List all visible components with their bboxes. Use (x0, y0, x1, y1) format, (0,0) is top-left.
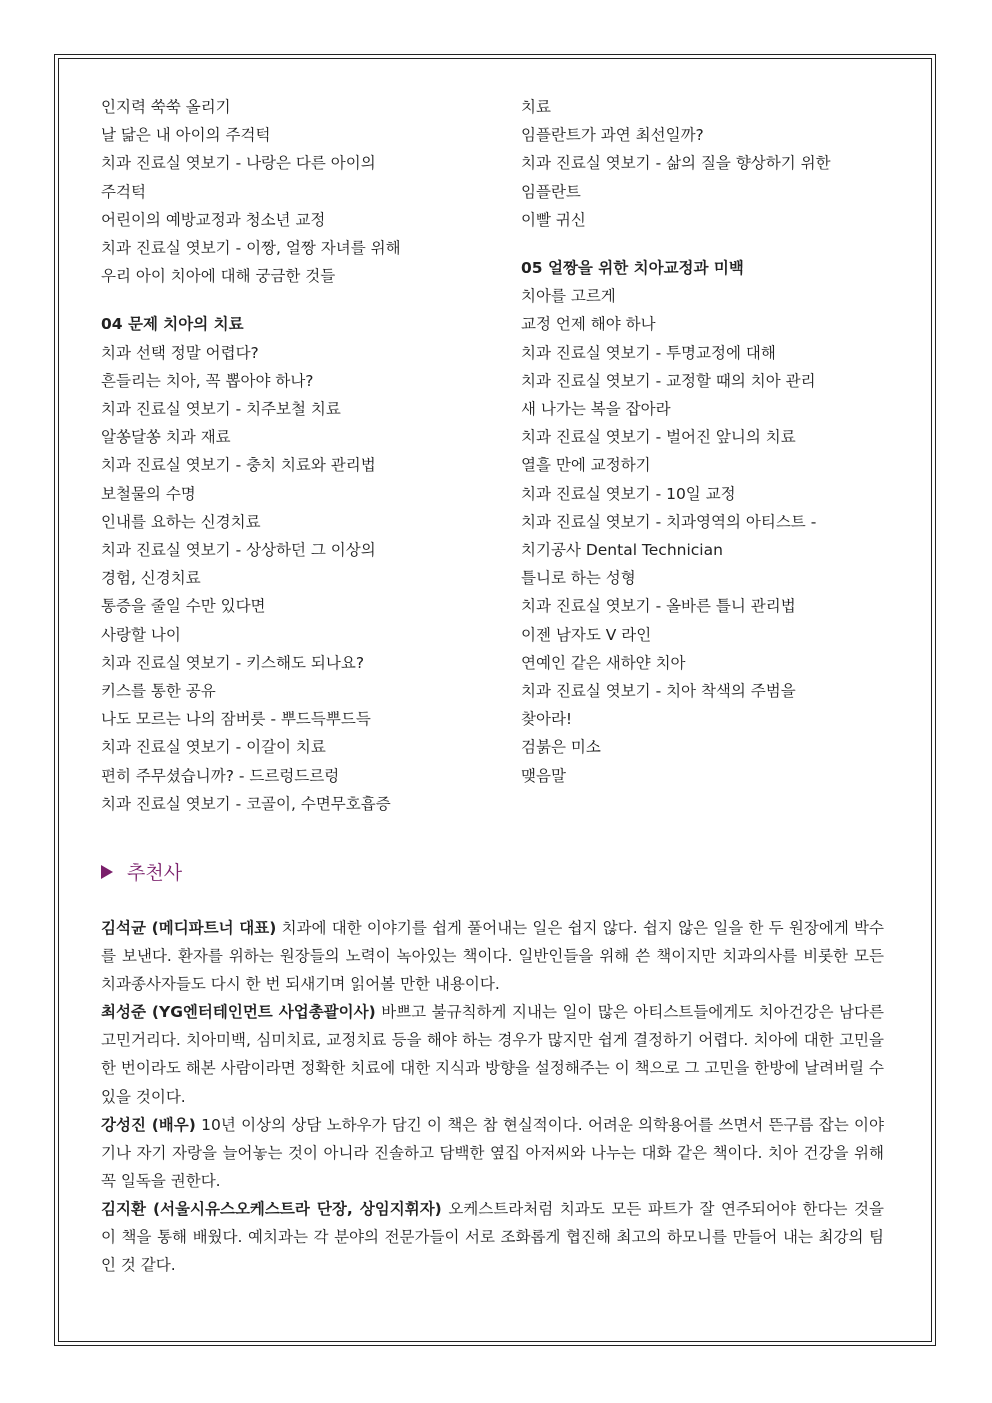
toc-entry: 치과 진료실 엿보기 - 이갈이 치료 (101, 738, 326, 757)
recommendation-entry (101, 1195, 884, 1279)
toc-entry: 연예인 같은 새하얀 치아 (521, 653, 686, 672)
toc-entry: 열흘 만에 교정하기 (521, 456, 651, 475)
toc-entry: 보철물의 수명 (101, 484, 196, 503)
toc-entry: 우리 아이 치아에 대해 궁금한 것들 (101, 267, 336, 286)
toc-entry: 인지력 쑥쑥 올리기 (101, 98, 231, 116)
toc-entry: 어린이의 예방교정과 청소년 교정 (101, 210, 326, 229)
section-title: 추천사 (127, 862, 183, 884)
toc-entry: 치과 진료실 엿보기 - 치주보철 치료 (101, 400, 341, 419)
toc-entry: 치료 (521, 98, 551, 116)
toc-entry: 임플란트 (521, 182, 581, 201)
toc-entry: 알쏭달쏭 치과 재료 (101, 428, 231, 447)
toc-right-column (521, 93, 891, 790)
toc-entry: 경험, 신경치료 (101, 569, 201, 588)
recommendation-section-heading (101, 858, 182, 885)
toc-entry: 치과 진료실 엿보기 - 충치 치료와 관리법 (101, 456, 376, 475)
toc-entry: 치과 진료실 엿보기 - 상상하던 그 이상의 (101, 541, 376, 560)
toc-entry: 치과 진료실 엿보기 - 치아 착색의 주범을 (521, 682, 796, 701)
toc-entry: 날 닮은 내 아이의 주걱턱 (101, 126, 271, 145)
toc-entry: 찾아라! (521, 710, 573, 729)
toc-entry: 치과 진료실 엿보기 - 이짱, 얼짱 자녀를 위해 (101, 239, 401, 258)
toc-entry: 치아를 고르게 (521, 287, 616, 306)
toc-left-column (101, 93, 501, 818)
recommendation-text: 치과에 대한 이야기를 쉽게 풀어내는 일은 쉽지 않다. 쉽지 않은 일을 한 두 원장에게 박수를 보낸다. 환자를 위하는 원장들의 노력이 녹아있는 책이다. 일반인들을 위해 쓴 책이지만 치과의사를 비롯한 모든 치과종사자들도 다시 한 번 되새기며 읽어볼 만한 내용이다. (101, 919, 884, 994)
recommendation-entry (101, 1111, 884, 1195)
chapter-heading: 04 문제 치아의 치료 (101, 315, 244, 334)
toc-entry: 치과 선택 정말 어렵다? (101, 343, 259, 362)
toc-entry: 사랑할 나이 (101, 625, 181, 644)
toc-entry: 치과 진료실 엿보기 - 삶의 질을 향상하기 위한 (521, 154, 831, 173)
recommendation-text: 바쁘고 불규칙하게 지내는 일이 많은 아티스트들에게도 치아건강은 남다른 고민거리다. 치아미백, 심미치료, 교정치료 등을 해야 하는 경우가 많지만 쉽게 결정하기 어렵다. 치아에 대한 고민을 한 번이라도 해본 사람이라면 정확한 치료에 대한 지식과 방향을 설정해주는 이 책으로 그 고민을 한방에 날려버릴 수 있을 것이다. (101, 1003, 884, 1106)
recommender-name: 최성준 (YG엔터테인먼트 사업총괄이사) (101, 1003, 376, 1022)
toc-entry: 통증을 줄일 수만 있다면 (101, 597, 266, 616)
toc-entry: 주걱턱 (101, 182, 146, 201)
toc-entry: 치과 진료실 엿보기 - 키스해도 되나요? (101, 653, 365, 672)
toc-entry: 이빨 귀신 (521, 210, 586, 229)
recommendation-entry (101, 914, 884, 998)
toc-entry: 치과 진료실 엿보기 - 나랑은 다른 아이의 (101, 154, 376, 173)
toc-entry: 새 나가는 복을 잡아라 (521, 400, 671, 419)
toc-entry: 교정 언제 해야 하나 (521, 315, 656, 334)
toc-entry: 치과 진료실 엿보기 - 벌어진 앞니의 치료 (521, 428, 796, 447)
toc-entry: 흔들리는 치아, 꼭 뽑아야 하나? (101, 371, 314, 390)
chapter-heading: 05 얼짱을 위한 치아교정과 미백 (521, 259, 744, 278)
toc-entry: 맺음말 (521, 766, 566, 785)
toc-entry: 치과 진료실 엿보기 - 교정할 때의 치아 관리 (521, 371, 816, 390)
toc-entry: 임플란트가 과연 최선일까? (521, 126, 704, 145)
toc-entry: 이젠 남자도 V 라인 (521, 625, 652, 644)
toc-entry: 치과 진료실 엿보기 - 코골이, 수면무호흡증 (101, 794, 391, 813)
toc-entry: 치과 진료실 엿보기 - 투명교정에 대해 (521, 343, 776, 362)
toc-entry: 치과 진료실 엿보기 - 10일 교정 (521, 484, 736, 503)
recommender-name: 김지환 (서울시유스오케스트라 단장, 상임지휘자) (101, 1199, 442, 1218)
toc-entry: 키스를 통한 공유 (101, 682, 216, 701)
recommendation-entry (101, 998, 884, 1110)
triangle-right-icon (101, 865, 113, 879)
toc-entry: 치과 진료실 엿보기 - 치과영역의 아티스트 - (521, 512, 817, 531)
spacer (521, 234, 891, 254)
spacer (101, 290, 501, 310)
toc-entry: 검붉은 미소 (521, 738, 601, 757)
recommender-name: 강성진 (배우) (101, 1115, 196, 1134)
recommendations (101, 914, 884, 1279)
toc-entry: 치기공사 Dental Technician (521, 541, 723, 560)
recommender-name: 김석균 (메디파트너 대표) (101, 919, 277, 937)
recommendation-text: 오케스트라처럼 치과도 모든 파트가 잘 연주되어야 한다는 것을 이 책을 통해 배웠다. 예치과는 각 분야의 전문가들이 서로 조화롭게 협진해 최고의 하모니를 만들어 내는 최강의 팀인 것 같다. (101, 1199, 884, 1275)
toc-entry: 인내를 요하는 신경치료 (101, 512, 261, 531)
toc-entry: 편히 주무셨습니까? - 드르렁드르렁 (101, 766, 340, 785)
toc-entry: 틀니로 하는 성형 (521, 569, 636, 588)
recommendation-text: 10년 이상의 상담 노하우가 담긴 이 책은 참 현실적이다. 어려운 의학용어를 쓰면서 뜬구름 잡는 이야기나 자기 자랑을 늘어놓는 것이 아니라 진솔하고 담백한 옆집 아저씨와 나누는 대화 같은 책이다. 치아 건강을 위해 꼭 일독을 권한다. (101, 1115, 884, 1190)
toc-entry: 치과 진료실 엿보기 - 올바른 틀니 관리법 (521, 597, 796, 616)
toc-entry: 나도 모르는 나의 잠버릇 - 뿌드득뿌드득 (101, 710, 371, 729)
